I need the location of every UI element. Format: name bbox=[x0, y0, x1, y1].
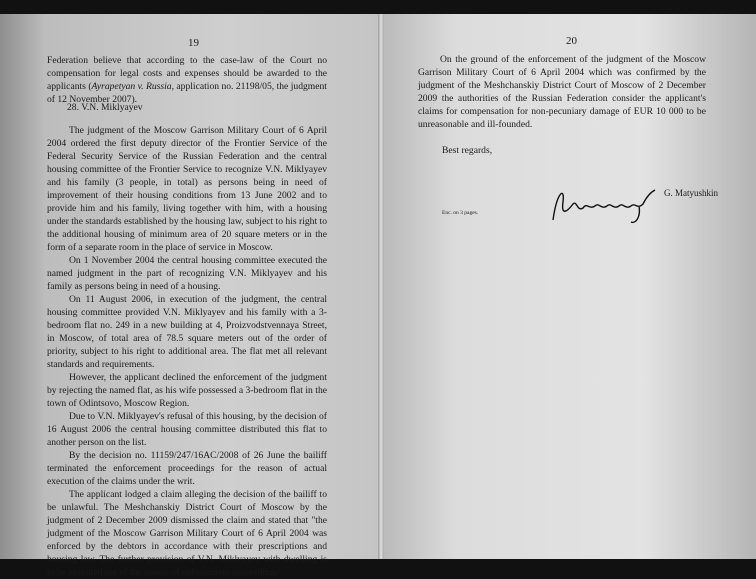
closing: Best regards, bbox=[442, 145, 493, 156]
case-name: Ayrapetyan v. Russia bbox=[91, 81, 172, 92]
intro-text: Federation believe that according to the case-law of the Court no compensation for legal costs and expenses should be awarded to the applicants ( bbox=[47, 55, 327, 92]
paragraph: Due to V.N. Miklyayev's refusal of this housing, by the decision of 16 August 2006 the central housing committee distributed this flat to another person on the list. bbox=[47, 411, 327, 448]
body-text bbox=[418, 53, 706, 131]
left-page bbox=[0, 14, 382, 578]
signature bbox=[547, 182, 662, 227]
paragraph: On 1 November 2004 the central housing committee executed the named judgment in the part of recognizing V.N. Miklyayev and his family as persons being in need of a housing. bbox=[47, 255, 327, 292]
paragraph: By the decision no. 11159/247/16AC/2008 of 26 June the bailiff terminated the enforcement proceedings for the reason of actual execution of the claims under the writ. bbox=[47, 450, 327, 487]
section-heading: 28. V.N. Miklyayev bbox=[67, 102, 143, 113]
paragraph: The applicant lodged a claim alleging the decision of the bailiff to be unlawful. The Meshchanskiy District Court of Moscow by the judgment of 2 December 2009 dismissed the claim and stated that "the judgment of the Moscow Garrison Military Court of 6 April 2004 was enforced by the debtors in accordance with their prescriptions and housing law. The further provision of V.N. Miklyayev with dwelling is to be executed out of the course of enforcement proceedings". bbox=[47, 489, 327, 578]
paragraph: The judgment of the Moscow Garrison Military Court of 6 April 2004 ordered the first deputy director of the Frontier Service of the Federal Security Service of the Russian Federation and the central housing committee of the Frontier Service to recognize V.N. Miklyayev and his family (3 people, in total) as persons being in need of improvement of their housing conditions from 13 June 2002 and to provide him and his family, living together with him, with a housing under the standards established by the housing law, subject to his right to the additional housing of minimum area of 20 square meters or in the form of a separate room in the place of service in Moscow. bbox=[47, 125, 327, 253]
paragraph: On 11 August 2006, in execution of the judgment, the central housing committee provided V.N. Miklyayev and his family with a 3-bedroom flat no. 249 in a new building at 4, Proizvodstvennaya Street, in Moscow, of total area of 78.5 square meters out of the order of priority, subject to his right to additional area. The flat met all relevant standards and requirements. bbox=[47, 294, 327, 370]
paragraph: On the ground of the enforcement of the judgment of the Moscow Garrison Military Court of 6 April 2004 which was confirmed by the judgment of the Meshchanskiy District Court of Moscow of 2 December 2009 the authorities of the Russian Federation consider the applicant's claims for compensation for non-pecuniary damage of EUR 10 000 to be unreasonable and ill-founded. bbox=[418, 54, 706, 130]
intro-end: , application no. 21198/05, the judgment of 12 November 2007). bbox=[47, 81, 327, 105]
signatory: G. Matyushkin bbox=[664, 188, 718, 198]
body-text bbox=[47, 124, 327, 579]
intro-paragraph bbox=[47, 54, 327, 106]
right-page bbox=[382, 14, 756, 559]
page-number: 19 bbox=[188, 37, 199, 49]
page-number: 20 bbox=[566, 35, 577, 47]
enclosure-note: Enc. on 3 pages. bbox=[442, 210, 479, 216]
book-spine bbox=[378, 14, 384, 559]
paragraph: However, the applicant declined the enforcement of the judgment by rejecting the named flat, as his wife possessed a 3-bedroom flat in the town of Odintsovo, Moscow Region. bbox=[47, 372, 327, 409]
